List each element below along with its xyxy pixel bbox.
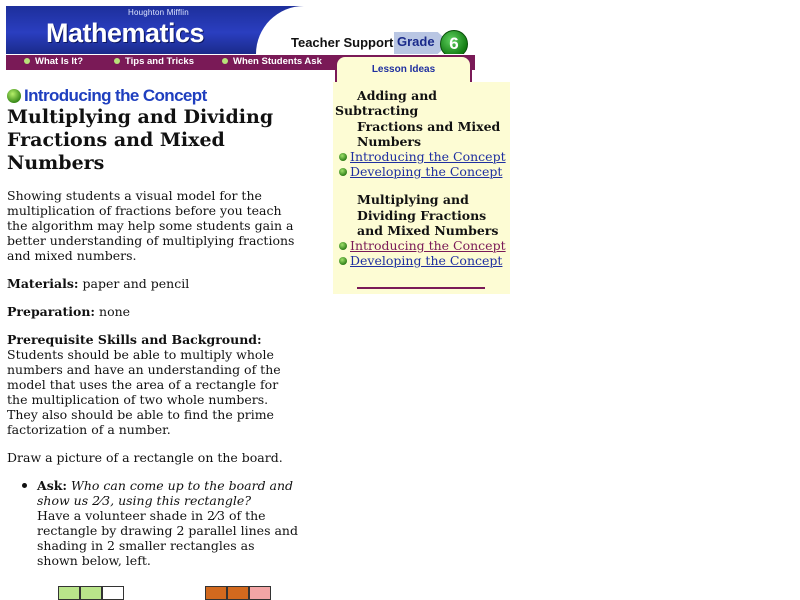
green-ball-icon bbox=[7, 89, 21, 103]
rect-part-shaded bbox=[58, 586, 80, 600]
green-bullet-icon bbox=[339, 168, 347, 176]
sidebar-link-label: Introducing the Concept bbox=[350, 238, 506, 253]
sidebar-link-multiplying-introducing[interactable] bbox=[339, 238, 506, 253]
draw-instruction: Draw a picture of a rectangle on the board. bbox=[7, 450, 283, 465]
nav-item-tips-and-tricks[interactable] bbox=[114, 56, 194, 67]
lesson-content bbox=[7, 188, 299, 568]
green-bullet-icon bbox=[339, 242, 347, 250]
ask-question-text: , using this rectangle? bbox=[110, 493, 252, 508]
bullet-icon bbox=[222, 58, 228, 64]
brand-logo[interactable]: Mathematics bbox=[46, 18, 205, 48]
rect-part-orange bbox=[205, 586, 227, 600]
nav-item-what-is-it[interactable] bbox=[24, 56, 83, 67]
materials-label: Materials: bbox=[7, 276, 79, 291]
preparation-label: Preparation: bbox=[7, 304, 96, 319]
followup-text: of the rectangle by drawing 2 parallel lines and shading in 2 smaller rectangles as shown below, left. bbox=[37, 508, 298, 568]
bullet-icon bbox=[24, 58, 30, 64]
sidebar-link-multiplying-developing[interactable] bbox=[339, 253, 502, 268]
nav-item-label: When Students Ask bbox=[233, 56, 322, 67]
prerequisite-text: Students should be able to multiply whole numbers and have an understanding of the model that uses the area of a rectangle for the multiplication of two whole numbers. They also should be able to find the prime factorization of a number. bbox=[7, 347, 281, 437]
section-heading bbox=[7, 86, 207, 106]
green-bullet-icon bbox=[339, 257, 347, 265]
materials-line bbox=[7, 276, 299, 291]
lesson-ideas-sidebar bbox=[333, 82, 510, 294]
ask-question bbox=[37, 478, 293, 508]
sidebar-group-title-line: Subtracting bbox=[335, 103, 419, 118]
nav-item-label: What Is It? bbox=[35, 56, 84, 67]
nav-item-label: Tips and Tricks bbox=[125, 56, 194, 67]
ask-label: Ask: bbox=[37, 478, 68, 493]
sidebar-link-adding-introducing[interactable] bbox=[339, 149, 506, 164]
section-heading-text: Introducing the Concept bbox=[24, 86, 207, 105]
header-banner bbox=[6, 6, 475, 54]
rect-part-empty bbox=[102, 586, 124, 600]
tab-lesson-ideas[interactable]: Lesson Ideas bbox=[335, 55, 472, 82]
rect-part-shaded bbox=[80, 586, 102, 600]
green-bullet-icon bbox=[339, 153, 347, 161]
grade-badge[interactable]: 6 bbox=[440, 30, 468, 54]
preparation-line bbox=[7, 304, 299, 319]
prerequisite-section bbox=[7, 332, 299, 437]
followup-text: Have a volunteer shade in bbox=[37, 508, 204, 523]
preparation-value: none bbox=[99, 304, 131, 319]
materials-value: paper and pencil bbox=[82, 276, 190, 291]
sidebar-group-title-line: Fractions and Mixed bbox=[357, 119, 501, 134]
ask-question-text: Who can come up to the board and show us bbox=[37, 478, 294, 508]
nav-item-when-students-ask[interactable] bbox=[222, 56, 322, 67]
sidebar-link-label: Developing the Concept bbox=[350, 164, 503, 179]
ask-list bbox=[7, 478, 299, 568]
sidebar-divider bbox=[357, 287, 485, 289]
sidebar-group-title-line: Numbers bbox=[357, 134, 422, 149]
fraction: 2⁄3 bbox=[207, 508, 225, 523]
intro-paragraph: Showing students a visual model for the multiplication of fractions before you teach the algorithm may help some students gain a better understanding of multiplying fractions and mixed numbers. bbox=[7, 188, 295, 263]
shaded-rectangle-right bbox=[205, 586, 271, 600]
prerequisite-label: Prerequisite Skills and Background: bbox=[7, 332, 262, 347]
sidebar-link-label: Introducing the Concept bbox=[350, 149, 506, 164]
bullet-icon bbox=[114, 58, 120, 64]
sidebar-link-adding-developing[interactable] bbox=[339, 164, 502, 179]
sidebar-group-title-line: and Mixed Numbers bbox=[357, 223, 499, 238]
grade-label: Grade bbox=[397, 34, 435, 49]
sidebar-group-title-line: Dividing Fractions bbox=[357, 208, 487, 223]
publisher-name: Houghton Mifflin bbox=[128, 8, 189, 17]
teacher-support-label: Teacher Support bbox=[291, 35, 394, 50]
list-item bbox=[37, 478, 299, 568]
fraction: 2⁄3 bbox=[92, 493, 111, 508]
sidebar-group-title-line: Multiplying and bbox=[357, 192, 469, 207]
rect-part-pink bbox=[249, 586, 271, 600]
sidebar-link-label: Developing the Concept bbox=[350, 253, 503, 268]
shaded-rectangle-left bbox=[58, 586, 124, 600]
page-title: Multiplying and Dividing Fractions and Mixed Numbers bbox=[7, 106, 274, 174]
rect-part-orange bbox=[227, 586, 249, 600]
sidebar-group-title-line: Adding and bbox=[357, 88, 438, 103]
